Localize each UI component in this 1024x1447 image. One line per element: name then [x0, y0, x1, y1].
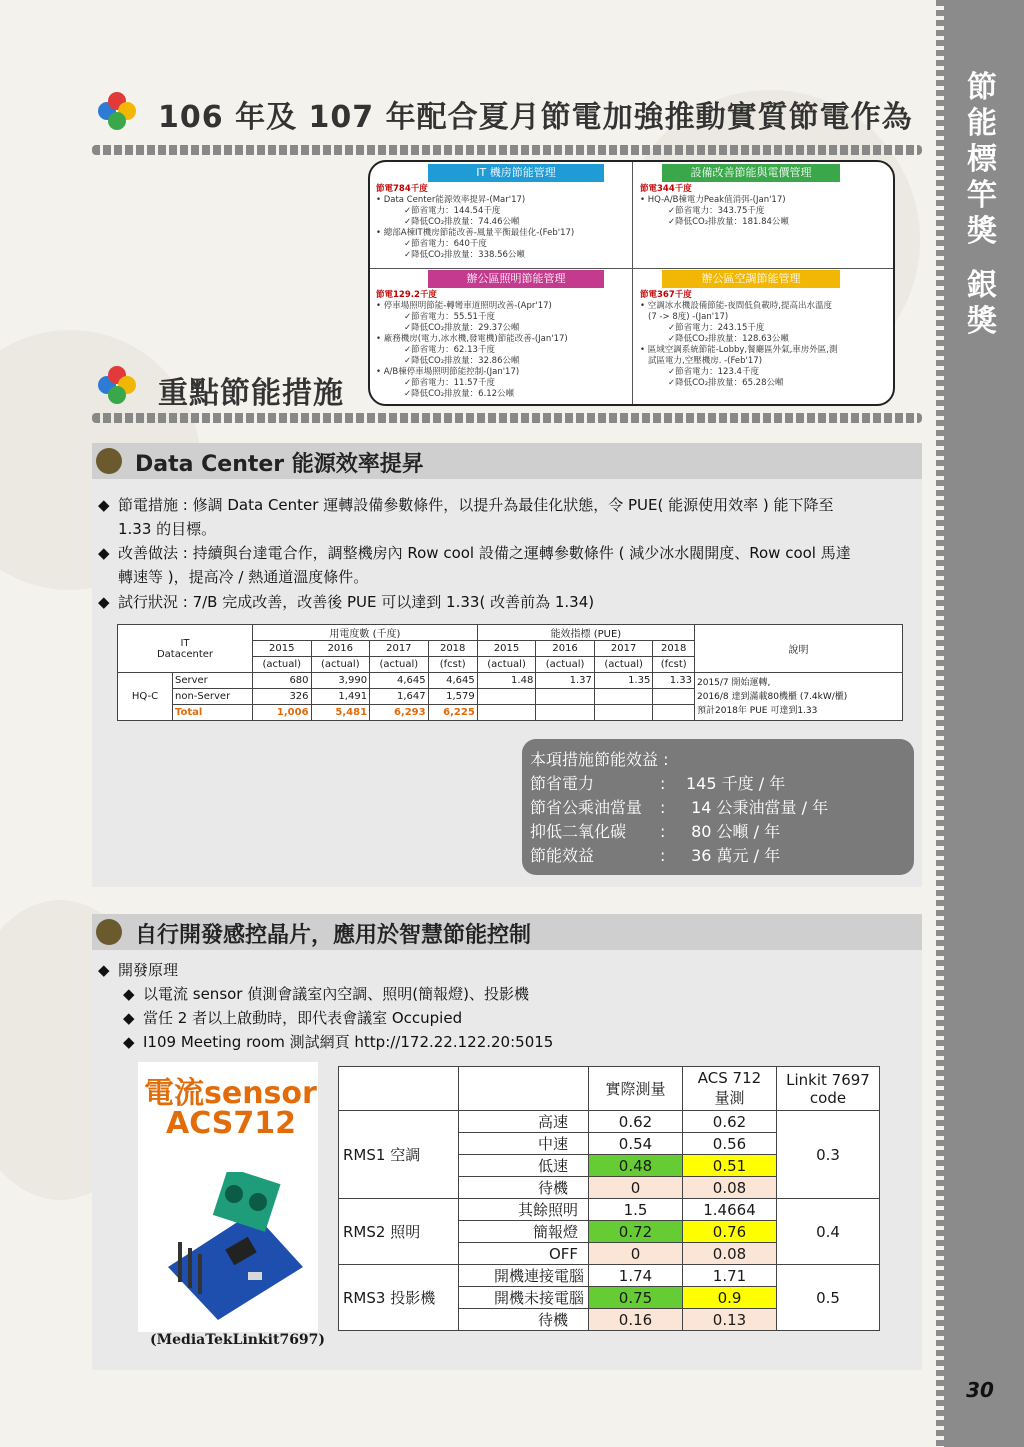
benefit-key: 節省公乘油當量 — [530, 798, 643, 817]
clover-logo-icon — [98, 366, 138, 406]
energy-benefit-box — [522, 739, 914, 875]
sensor-title: 電流sensor — [144, 1076, 317, 1111]
quadrant-total: 節電129.2千度 — [376, 290, 437, 300]
table-cell: 0 — [589, 1243, 683, 1265]
quadrant-line: ✓節省電力：144.54千度 — [404, 206, 501, 216]
quadrant-line: ✓降低CO₂排放量：32.86公噸 — [404, 356, 520, 366]
sub-bullet-item: ◆ 當任 2 者以上啟動時，即代表會議室 Occupied — [123, 1009, 463, 1027]
quadrant-line: • 區域空調系統節能-Lobby,餐廳區外氣,車房外區,測 — [640, 345, 838, 355]
table-header-text: Datacenter — [156, 648, 214, 660]
table-cell: 3,990 — [311, 673, 370, 689]
table-code: 0.3 — [777, 1111, 880, 1199]
quadrant-line: ✓降低CO₂排放量：128.63公噸 — [668, 334, 789, 344]
table-cell — [477, 689, 536, 705]
benefit-value: 14 公秉油當量 / 年 — [686, 798, 829, 817]
table-cell: 0.51 — [683, 1155, 777, 1177]
clover-logo-icon — [98, 92, 138, 132]
table-header — [339, 1067, 459, 1111]
quadrant-line: ✓節省電力：11.57千度 — [404, 378, 495, 388]
table-cell: 1.33 — [653, 673, 695, 689]
table-cell: 6,293 — [370, 705, 429, 721]
quadrant-line: ✓降低CO₂排放量：6.12公噸 — [404, 389, 515, 399]
table-cell — [536, 689, 595, 705]
table-mode: 開機未接電腦 — [459, 1287, 589, 1309]
table-header — [683, 1067, 777, 1111]
bullet-text: 試行狀況 : 7/B 完成改善，改善後 PUE 可以達到 1.33( 改善前為 1.34) — [118, 593, 595, 611]
table-header: 能效指標 (PUE) — [477, 625, 694, 641]
table-cell: 1.71 — [683, 1265, 777, 1287]
table-header — [118, 625, 253, 673]
quadrant-line: 試區電力,空壓機房. -(Feb'17) — [648, 356, 763, 366]
quadrant-total: 節電367千度 — [640, 290, 692, 300]
benefit-sep: : — [660, 822, 666, 841]
quadrant-total: 節電784千度 — [376, 184, 428, 194]
table-subheader: (actual) — [253, 657, 312, 673]
table-cell: 5,481 — [311, 705, 370, 721]
table-year: 2018 — [428, 641, 477, 657]
bullet-text: 以電流 sensor 偵測會議室內空調、照明(簡報燈)、投影機 — [143, 985, 529, 1003]
section-title: Data Center 能源效率提昇 — [135, 452, 424, 477]
table-mode: 低速 — [459, 1155, 589, 1177]
quadrant-line: • A/B棟停車場照明節能控制-(Jan'17) — [376, 367, 520, 377]
measurement-table — [338, 1066, 880, 1331]
measures-panel — [368, 160, 895, 406]
table-subheader: (actual) — [311, 657, 370, 673]
benefit-value: 80 公噸 / 年 — [686, 822, 781, 841]
chain-divider — [92, 145, 922, 155]
benefit-row — [530, 819, 780, 842]
datacenter-table — [117, 624, 903, 721]
quadrant-aircon — [640, 290, 894, 389]
table-subheader: (actual) — [594, 657, 653, 673]
table-subheader: (actual) — [477, 657, 536, 673]
benefit-key: 節能效益 — [530, 846, 595, 865]
table-cell: 0 — [589, 1177, 683, 1199]
table-header-text: IT — [180, 637, 190, 649]
sensor-caption: (MediaTekLinkit7697) — [150, 1332, 326, 1348]
note-line: 預計2018年 PUE 可達到1.33 — [697, 705, 818, 716]
bullet-text: 改善做法 : 持續與台達電合作，調整機房內 Row cool 設備之運轉參數條件 ( 減少冰水閥開度、Row cool 馬達 — [118, 544, 851, 562]
table-subheader: (fcst) — [428, 657, 477, 673]
table-cell — [594, 705, 653, 721]
table-mode: 其餘照明 — [459, 1199, 589, 1221]
quadrant-line: ✓節省電力：243.15千度 — [668, 323, 765, 333]
benefit-value: 36 萬元 / 年 — [686, 846, 781, 865]
table-group-label: RMS2 照明 — [339, 1199, 459, 1265]
table-header: 用電度數 (千度) — [253, 625, 478, 641]
table-cell — [536, 705, 595, 721]
table-cell — [653, 689, 695, 705]
table-cell: 0.76 — [683, 1221, 777, 1243]
table-cell: 1.37 — [536, 673, 595, 689]
table-cell: 0.72 — [589, 1221, 683, 1243]
bullet-continuation: 1.33 的目標。 — [118, 520, 217, 538]
quadrant-line: ✓節省電力：123.4千度 — [668, 367, 759, 377]
table-year: 2018 — [653, 641, 695, 657]
table-subheader: (fcst) — [653, 657, 695, 673]
bullet-text: 開發原理 — [118, 961, 179, 979]
benefit-key: 抑低二氧化碳 — [530, 822, 627, 841]
table-header: 實際測量 — [589, 1067, 683, 1111]
table-header — [459, 1067, 589, 1111]
table-cell: 1,006 — [253, 705, 312, 721]
table-year: 2016 — [311, 641, 370, 657]
table-cell: 680 — [253, 673, 312, 689]
sidebar-char: 銀 — [967, 268, 997, 303]
table-row-label: non-Server — [173, 689, 253, 705]
table-cell: 1.35 — [594, 673, 653, 689]
quadrant-total: 節電344千度 — [640, 184, 692, 194]
benefit-key: 節省電力 — [530, 774, 595, 793]
bullet-text: 當任 2 者以上啟動時，即代表會議室 Occupied — [143, 1009, 463, 1027]
table-site: HQ-C — [118, 673, 173, 721]
bullet-item: ◆ 開發原理 — [98, 961, 179, 979]
recycle-icon — [96, 448, 122, 474]
table-year: 2017 — [370, 641, 429, 657]
bullet-continuation: 轉速等 )，提高冷 / 熱通道溫度條件。 — [118, 568, 369, 586]
recycle-icon — [96, 919, 122, 945]
table-mode: 待機 — [459, 1177, 589, 1199]
table-subheader: (actual) — [370, 657, 429, 673]
table-row-label: Total — [173, 705, 253, 721]
table-cell: 0.08 — [683, 1177, 777, 1199]
chain-divider — [92, 413, 922, 423]
table-mode: 中速 — [459, 1133, 589, 1155]
table-mode: 簡報燈 — [459, 1221, 589, 1243]
table-row-label: Server — [173, 673, 253, 689]
table-cell — [594, 689, 653, 705]
benefit-sep: : — [660, 846, 666, 865]
bullet-item: ◆ 試行狀況 : 7/B 完成改善，改善後 PUE 可以達到 1.33( 改善前為 1.34) — [98, 593, 595, 611]
benefit-row — [530, 771, 785, 794]
quadrant-line: ✓節省電力：343.75千度 — [668, 206, 765, 216]
quadrant-title: 設備改善節能與電價管理 — [662, 164, 840, 182]
quadrant-line: ✓降低CO₂排放量：338.56公噸 — [404, 250, 525, 260]
table-cell: 0.08 — [683, 1243, 777, 1265]
quadrant-line: • Data Center能源效率提昇-(Mar'17) — [376, 195, 526, 205]
table-year: 2015 — [477, 641, 536, 657]
quadrant-line: ✓降低CO₂排放量：65.28公噸 — [668, 378, 784, 388]
table-cell: 4,645 — [428, 673, 477, 689]
sidebar-char: 竿 — [967, 178, 997, 213]
table-year: 2016 — [536, 641, 595, 657]
sensor-model: ACS712 — [166, 1106, 297, 1141]
bullet-text: I109 Meeting room 測試網頁 http://172.22.122.20:5015 — [143, 1033, 554, 1051]
note-line: 2015/7 開始運轉, — [697, 677, 771, 688]
sidebar-title — [962, 70, 1002, 340]
quadrant-title: 辦公區空調節能管理 — [662, 270, 840, 288]
table-mode: 開機連接電腦 — [459, 1265, 589, 1287]
sidebar-char: 獎 — [967, 214, 997, 249]
table-code: 0.4 — [777, 1199, 880, 1265]
table-year: 2015 — [253, 641, 312, 657]
benefit-title: 本項措施節能效益 : — [530, 750, 669, 769]
table-cell: 0.13 — [683, 1309, 777, 1331]
table-cell: 0.9 — [683, 1287, 777, 1309]
table-subheader: (actual) — [536, 657, 595, 673]
page-title: 106 年及 107 年配合夏月節電加強推動實質節電作為 — [158, 100, 913, 135]
table-cell: 1,647 — [370, 689, 429, 705]
table-cell: 326 — [253, 689, 312, 705]
table-mode: OFF — [459, 1243, 589, 1265]
table-cell: 1.4664 — [683, 1199, 777, 1221]
quadrant-it — [376, 184, 630, 261]
table-header-text: Linkit 7697 — [786, 1070, 870, 1089]
table-code: 0.5 — [777, 1265, 880, 1331]
note-line: 2016/8 達到滿載80機櫃 (7.4kW/櫃) — [697, 691, 848, 702]
table-header-text: code — [809, 1088, 847, 1107]
sensor-board-image — [158, 1172, 308, 1322]
quadrant-line: • 廠務機房(電力,冰水機,發電機)節能改善-(Jan'17) — [376, 334, 568, 344]
benefit-row — [530, 843, 780, 866]
sub-bullet-item: ◆ 以電流 sensor 偵測會議室內空調、照明(簡報燈)、投影機 — [123, 985, 529, 1003]
table-group-label: RMS3 投影機 — [339, 1265, 459, 1331]
quadrant-line: • 空調冰水機設備節能-夜間低負載時,提高出水溫度 — [640, 301, 832, 311]
table-cell: 0.16 — [589, 1309, 683, 1331]
sidebar-char: 獎 — [967, 304, 997, 339]
table-cell: 0.62 — [589, 1111, 683, 1133]
quadrant-line: • 停車場照明節能-轉彎車道照明改善-(Apr'17) — [376, 301, 552, 311]
table-cell: 4,645 — [370, 673, 429, 689]
table-cell: 0.62 — [683, 1111, 777, 1133]
quadrant-line: ✓降低CO₂排放量：74.46公噸 — [404, 217, 520, 227]
table-mode: 高速 — [459, 1111, 589, 1133]
quadrant-line: ✓節省電力：62.13千度 — [404, 345, 495, 355]
benefit-row — [530, 795, 828, 818]
table-note — [695, 673, 903, 721]
section-title: 自行開發感控晶片，應用於智慧節能控制 — [135, 923, 532, 948]
table-cell: 1.5 — [589, 1199, 683, 1221]
table-cell: 1,579 — [428, 689, 477, 705]
table-cell: 0.75 — [589, 1287, 683, 1309]
bullet-text: 節電措施 : 修調 Data Center 運轉設備參數條件，以提升為最佳化狀態，令 PUE( 能源使用效率 ) 能下降至 — [118, 496, 834, 514]
bullet-item: ◆ 節電措施 : 修調 Data Center 運轉設備參數條件，以提升為最佳化狀態，令 PUE( 能源使用效率 ) 能下降至 — [98, 496, 834, 514]
quadrant-line: ✓節省電力：55.51千度 — [404, 312, 495, 322]
table-header-text: ACS 712 — [697, 1069, 762, 1087]
quadrant-line: • HQ-A/B棟電力Peak值消弭-(Jan'17) — [640, 195, 786, 205]
quadrant-line: • 總部A棟IT機房節能改善-風量平衡最佳化-(Feb'17) — [376, 228, 575, 238]
benefit-sep: : — [660, 774, 666, 793]
section-heading: 重點節能措施 — [158, 376, 344, 411]
table-cell — [653, 705, 695, 721]
quadrant-title: IT 機房節能管理 — [428, 164, 604, 182]
table-header — [777, 1067, 880, 1111]
sidebar-char: 標 — [967, 142, 997, 177]
quadrant-equipment — [640, 184, 894, 228]
table-cell: 6,225 — [428, 705, 477, 721]
sensor-card — [138, 1062, 318, 1332]
table-header-text: 量測 — [714, 1089, 745, 1107]
quadrant-line: ✓降低CO₂排放量：29.37公噸 — [404, 323, 520, 333]
table-year: 2017 — [594, 641, 653, 657]
sidebar-char: 能 — [967, 106, 997, 141]
quadrant-lighting — [376, 290, 630, 400]
table-cell: 1.48 — [477, 673, 536, 689]
quadrant-title: 辦公區照明節能管理 — [428, 270, 604, 288]
benefit-sep: : — [660, 798, 666, 817]
benefit-value: 145 千度 / 年 — [686, 774, 786, 793]
table-header: 說明 — [695, 625, 903, 673]
table-cell: 0.54 — [589, 1133, 683, 1155]
table-cell: 0.48 — [589, 1155, 683, 1177]
quadrant-line: ✓降低CO₂排放量：181.84公噸 — [668, 217, 789, 227]
page-number: 30 — [966, 1378, 994, 1402]
table-group-label: RMS1 空調 — [339, 1111, 459, 1199]
table-cell — [477, 705, 536, 721]
quadrant-line: ✓節省電力：640千度 — [404, 239, 487, 249]
quadrant-line: (7 -> 8度) -(Jan'17) — [648, 312, 729, 322]
sidebar-char: 節 — [967, 70, 997, 105]
table-cell: 1,491 — [311, 689, 370, 705]
table-mode: 待機 — [459, 1309, 589, 1331]
sub-bullet-item: ◆ I109 Meeting room 測試網頁 http://172.22.122.20:5015 — [123, 1033, 554, 1051]
table-cell: 1.74 — [589, 1265, 683, 1287]
bullet-item: ◆ 改善做法 : 持續與台達電合作，調整機房內 Row cool 設備之運轉參數條件 ( 減少冰水閥開度、Row cool 馬達 — [98, 544, 851, 562]
table-cell: 0.56 — [683, 1133, 777, 1155]
